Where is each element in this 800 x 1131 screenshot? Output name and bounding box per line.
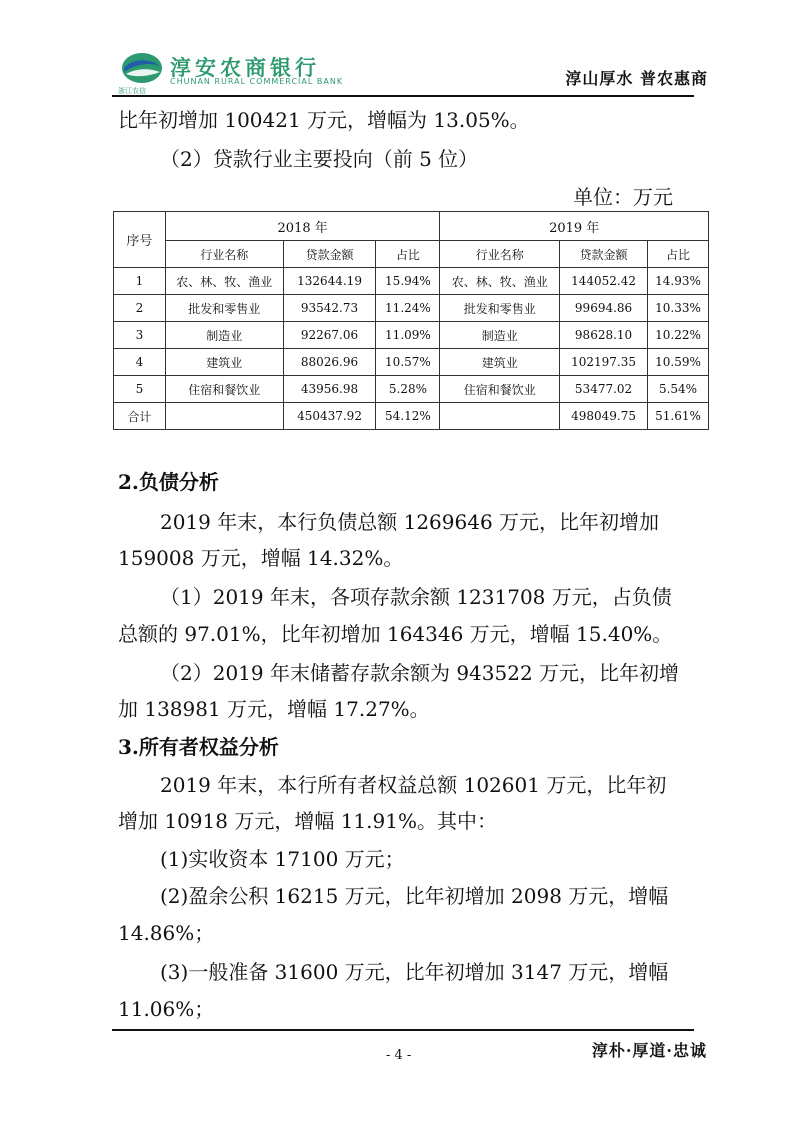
text-line: 11.06%； — [118, 997, 215, 1021]
row-industry: 制造业 — [165, 322, 283, 349]
row-industry: 住宿和餐饮业 — [165, 376, 283, 403]
row-amount: 53477.02 — [560, 376, 648, 403]
col-amount-2018: 贷款金额 — [283, 241, 376, 268]
row-ratio: 5.54% — [648, 376, 709, 403]
text-line: 总额的 97.01%，比年初增加 164346 万元，增幅 15.40%。 — [118, 622, 673, 646]
year-2018-header: 2018 年 — [165, 212, 440, 241]
total-empty — [165, 403, 283, 430]
row-industry: 农、林、牧、渔业 — [440, 268, 560, 295]
seq-header: 序号 — [114, 212, 166, 268]
row-amount: 102197.35 — [560, 349, 648, 376]
col-industry-2019: 行业名称 — [440, 241, 560, 268]
row-ratio: 14.93% — [648, 268, 709, 295]
total-label: 合计 — [114, 403, 166, 430]
row-ratio: 11.09% — [376, 322, 440, 349]
col-ratio-2019: 占比 — [648, 241, 709, 268]
table-row — [114, 376, 709, 403]
row-amount: 92267.06 — [283, 322, 376, 349]
section-subtitle: （2）贷款行业主要投向（前 5 位） — [160, 147, 479, 171]
row-ratio: 10.57% — [376, 349, 440, 376]
row-ratio: 15.94% — [376, 268, 440, 295]
row-industry: 建筑业 — [440, 349, 560, 376]
bank-logo-icon — [120, 50, 164, 90]
row-ratio: 10.22% — [648, 322, 709, 349]
row-amount: 93542.73 — [283, 295, 376, 322]
row-amount: 98628.10 — [560, 322, 648, 349]
text-line: 增加 10918 万元，增幅 11.91%。其中： — [118, 809, 497, 833]
row-ratio: 10.33% — [648, 295, 709, 322]
row-industry: 住宿和餐饮业 — [440, 376, 560, 403]
row-ratio: 5.28% — [376, 376, 440, 403]
col-amount-2019: 贷款金额 — [560, 241, 648, 268]
text-line: 14.86%； — [118, 921, 215, 945]
text-line: （1）2019 年末，各项存款余额 1231708 万元，占负债 — [160, 585, 672, 609]
table-total-row — [114, 403, 709, 430]
row-industry: 农、林、牧、渔业 — [165, 268, 283, 295]
row-seq: 4 — [114, 349, 166, 376]
loan-industry-table — [113, 211, 709, 430]
table-row — [114, 295, 709, 322]
bank-name-en: CHUNAN RURAL COMMERCIAL BANK — [170, 77, 344, 86]
row-amount: 144052.42 — [560, 268, 648, 295]
section-heading: 3.所有者权益分析 — [118, 735, 279, 759]
row-industry: 制造业 — [440, 322, 560, 349]
total-ratio: 54.12% — [376, 403, 440, 430]
unit-label: 单位：万元 — [573, 185, 673, 209]
table-header-row — [114, 212, 709, 241]
row-seq: 2 — [114, 295, 166, 322]
total-empty — [440, 403, 560, 430]
text-line: (3)一般准备 31600 万元，比年初增加 3147 万元，增幅 — [160, 960, 669, 984]
footer-rule — [112, 1029, 694, 1031]
text-line: 2019 年末，本行所有者权益总额 102601 万元，比年初 — [160, 773, 667, 797]
row-amount: 99694.86 — [560, 295, 648, 322]
text-line: 159008 万元，增幅 14.32%。 — [118, 546, 404, 570]
row-industry: 批发和零售业 — [165, 295, 283, 322]
text-line: 比年初增加 100421 万元，增幅为 13.05%。 — [118, 108, 530, 132]
col-industry-2018: 行业名称 — [165, 241, 283, 268]
table-row — [114, 268, 709, 295]
row-seq: 3 — [114, 322, 166, 349]
row-seq: 1 — [114, 268, 166, 295]
row-industry: 建筑业 — [165, 349, 283, 376]
year-2019-header: 2019 年 — [440, 212, 709, 241]
total-amount: 498049.75 — [560, 403, 648, 430]
row-amount: 88026.96 — [283, 349, 376, 376]
row-ratio: 10.59% — [648, 349, 709, 376]
text-line: (2)盈余公积 16215 万元，比年初增加 2098 万元，增幅 — [160, 884, 669, 908]
page-header — [0, 0, 800, 100]
row-seq: 5 — [114, 376, 166, 403]
total-ratio: 51.61% — [648, 403, 709, 430]
table-row — [114, 322, 709, 349]
text-line: 2019 年末，本行负债总额 1269646 万元，比年初增加 — [160, 510, 660, 534]
section-heading: 2.负债分析 — [118, 470, 219, 494]
row-industry: 批发和零售业 — [440, 295, 560, 322]
bank-name-cn: 淳安农商银行 — [170, 55, 320, 80]
table-row — [114, 349, 709, 376]
header-slogan: 淳山厚水 普农惠商 — [565, 69, 708, 88]
text-line: (1)实收资本 17100 万元； — [160, 847, 405, 871]
row-amount: 43956.98 — [283, 376, 376, 403]
row-ratio: 11.24% — [376, 295, 440, 322]
footer-motto: 淳朴·厚道·忠诚 — [591, 1041, 707, 1060]
row-amount: 132644.19 — [283, 268, 376, 295]
logo-subtext: 浙江农信 — [118, 87, 146, 95]
page-number: - 4 - — [386, 1048, 412, 1063]
header-rule — [112, 95, 694, 97]
text-line: 加 138981 万元，增幅 17.27%。 — [118, 697, 430, 721]
total-amount: 450437.92 — [283, 403, 376, 430]
text-line: （2）2019 年末储蓄存款余额为 943522 万元，比年初增 — [160, 661, 680, 685]
col-ratio-2018: 占比 — [376, 241, 440, 268]
table-subheader-row — [114, 241, 709, 268]
